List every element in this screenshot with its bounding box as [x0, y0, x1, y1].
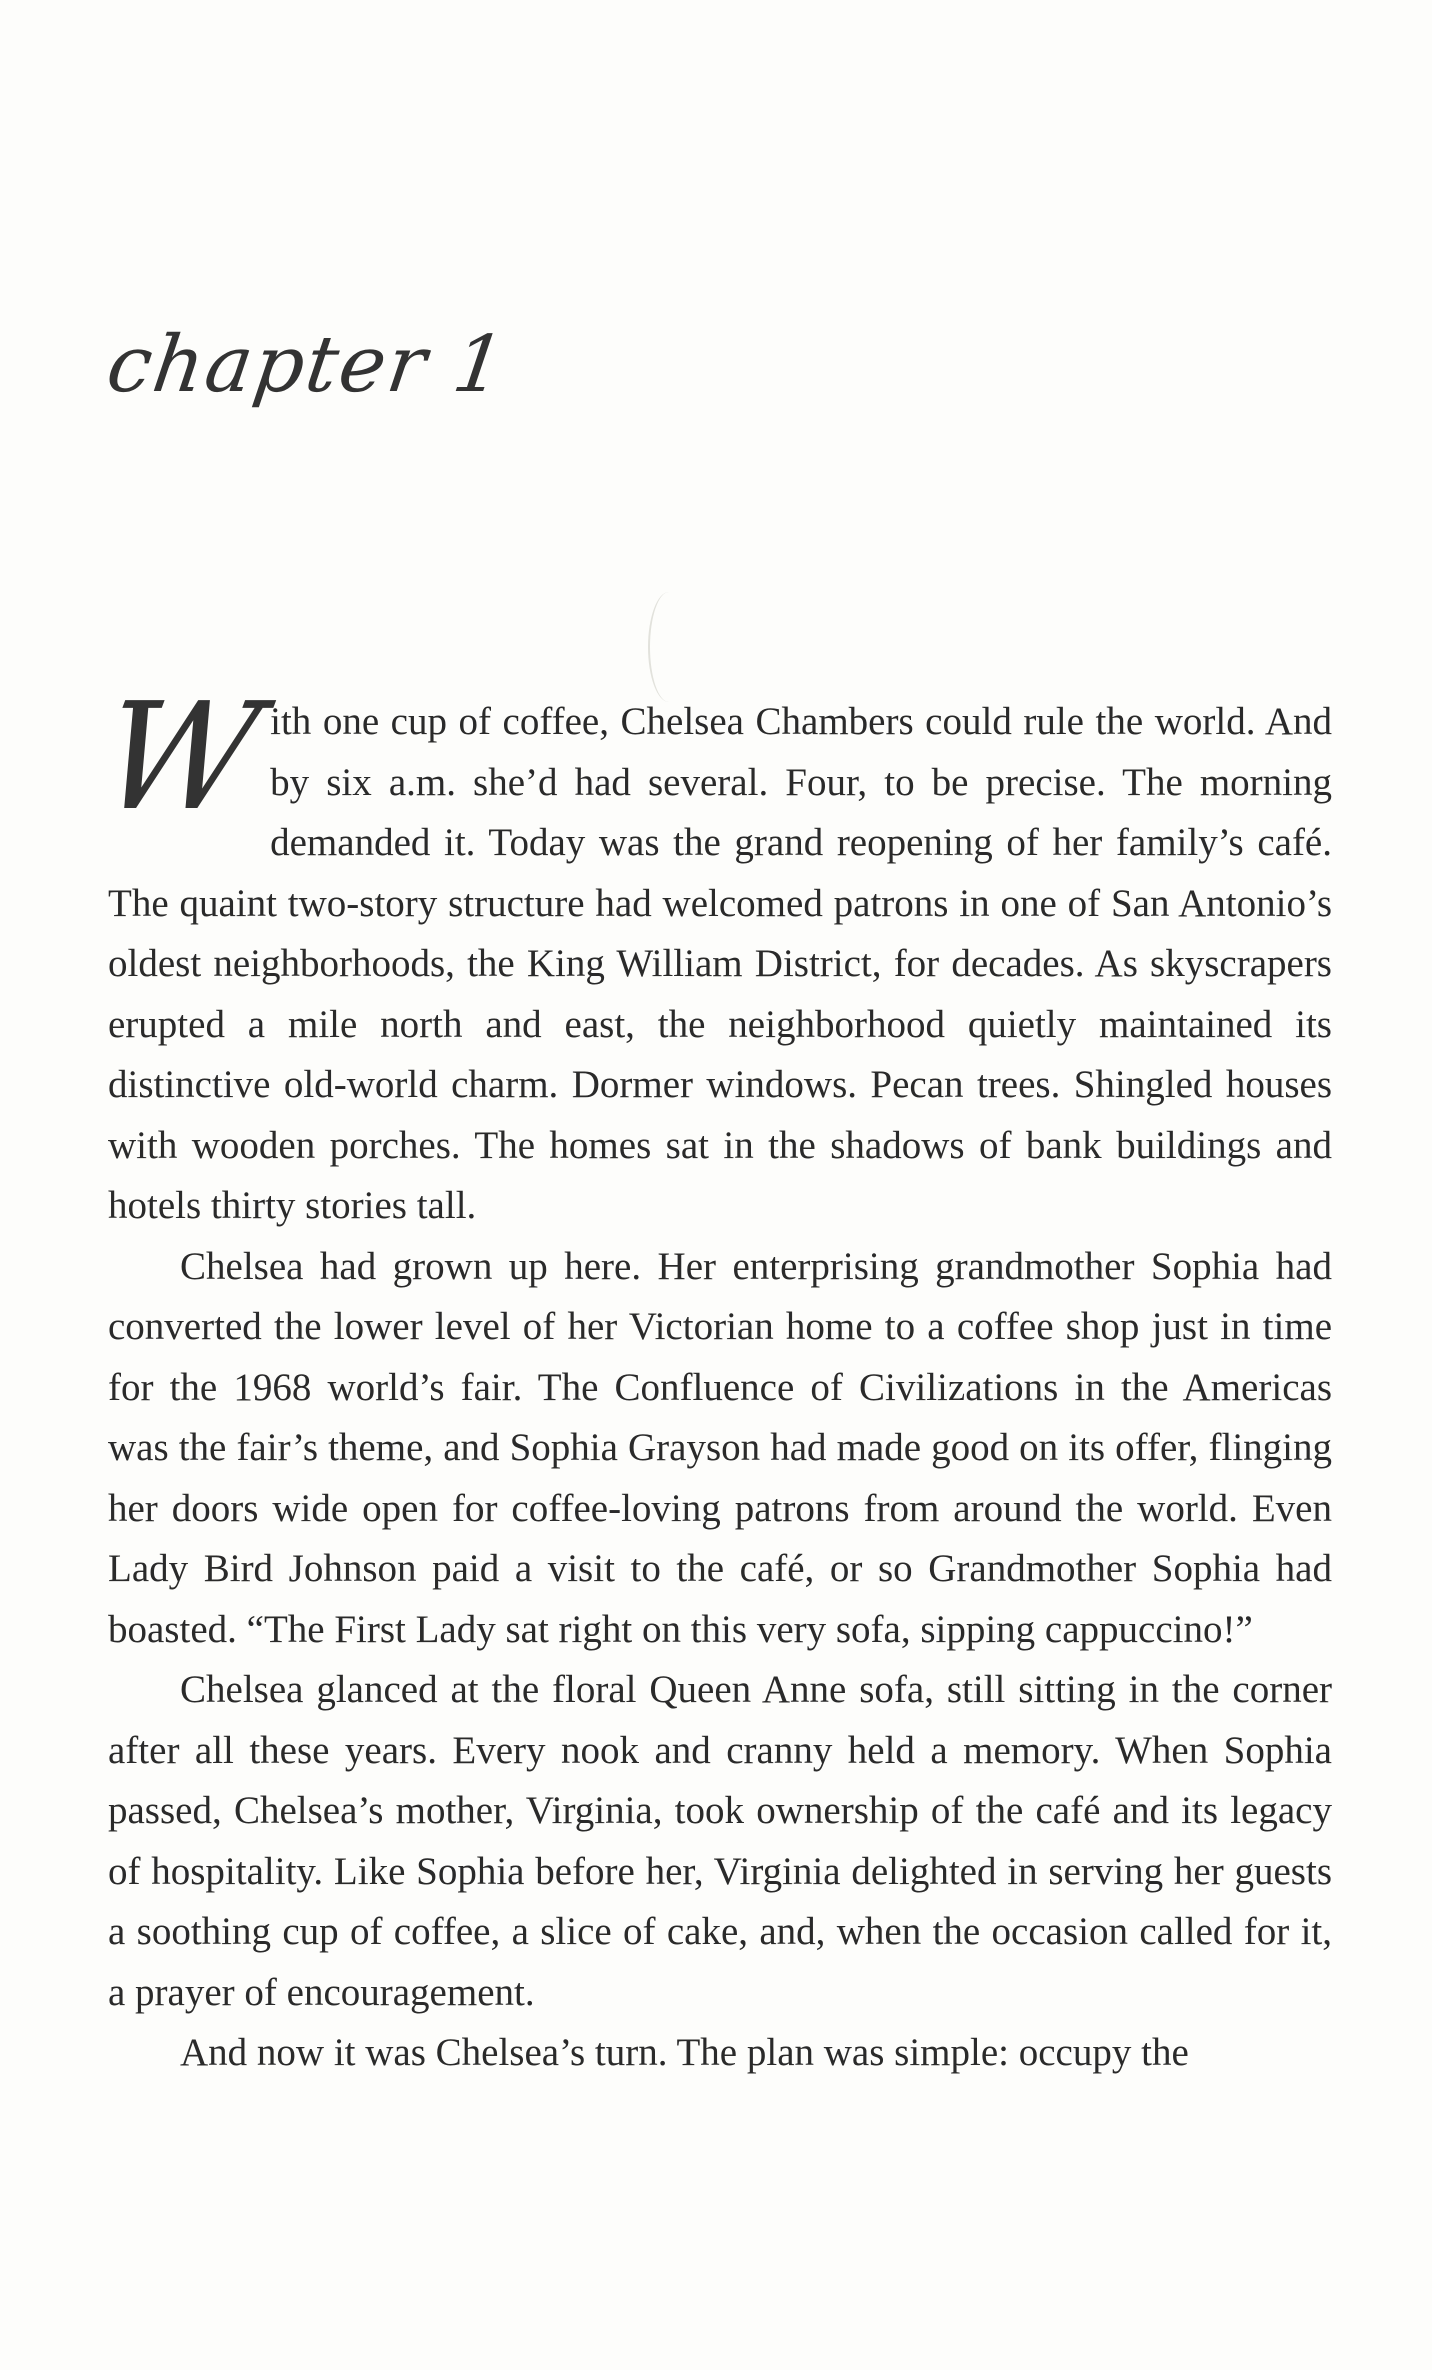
paragraph-3: Chelsea glanced at the floral Queen Anne sofa, still sitting in the corner after all these years. Every nook and cranny held a memory. When Sophia passed, Chelsea’s mother, Virginia, took ownership of the café and its legacy of hospitality. Like Sophia before her, Virginia delighted in serving her guests a soothing cup of coffee, a slice of cake, and, when the occasion called for it, a prayer of encouragement. — [108, 1668, 1332, 2014]
faint-bleed-through-mark — [648, 592, 690, 702]
paragraph-1 — [88, 671, 1332, 1237]
chapter-heading: chapter 1 — [101, 320, 512, 410]
paragraph-4: And now it was Chelsea’s turn. The plan was simple: occupy the — [180, 2031, 1189, 2074]
page-body — [88, 671, 1332, 2084]
paragraph-2: Chelsea had grown up here. Her enterprising grandmother Sophia had converted the lower level of her Victorian home to a coffee shop just in time for the 1968 world’s fair. The Confluence of Civilizations in the Americas was the fair’s theme, and Sophia Grayson had made good on its offer, flinging her doors wide open for coffee-loving patrons from around the world. Even Lady Bird Johnson paid a visit to the café, or so Grandmother Sophia had boasted. “The First Lady sat right on this very sofa, sipping cappuccino!” — [108, 1244, 1332, 1651]
drop-cap: W — [88, 671, 272, 843]
paragraph-1-text: ith one cup of coffee, Chelsea Chambers could rule the world. And by six a.m. she’d had several. Four, to be precise. The morning demanded it. Today was the grand reopening of her family’s café. The quaint two-story structure had welcomed patrons in one of San Antonio’s oldest neighborhoods, the King William District, for decades. As skyscrapers erupted a mile north and east, the neighborhood quietly maintained its distinctive old-world charm. Dormer windows. Pecan trees. Shingled houses with wooden porches. The homes sat in the shadows of bank buildings and hotels thirty stories tall. — [108, 700, 1332, 1227]
